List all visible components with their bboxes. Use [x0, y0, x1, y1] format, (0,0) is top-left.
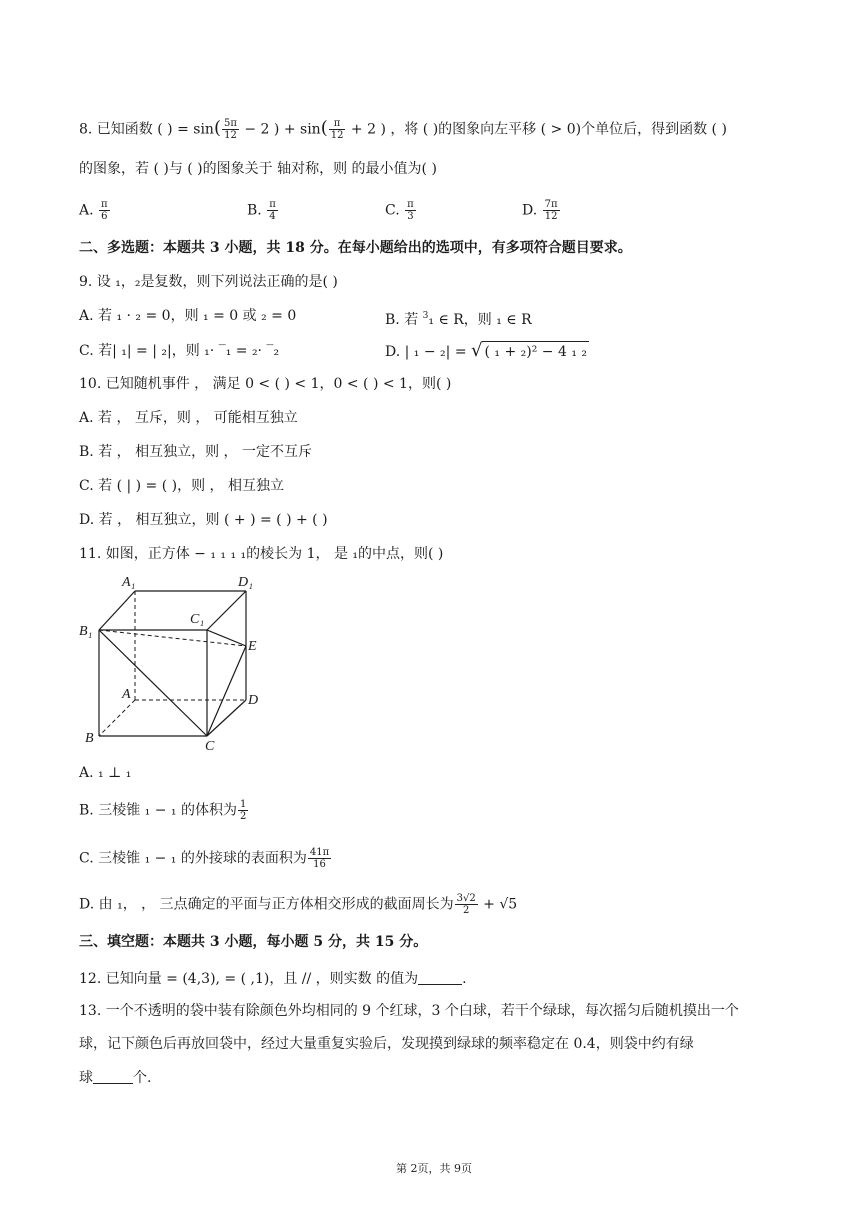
q11-option-c: C. 三棱锥 ₁ − ₁ 的外接球的表面积为 $\frac{41\pi}{16}$ — [79, 847, 330, 870]
q8-option-c: C. $\frac{\pi}{3}$ — [385, 199, 414, 222]
vertex-label-e: E — [248, 639, 257, 654]
q10-option-a: A. 若 ， 互斥，则 ， 可能相互独立 — [79, 410, 298, 426]
answer-blank — [93, 1069, 133, 1084]
vertex-label-a: A — [122, 687, 131, 702]
q8-line1: 8. 已知函数 ( ) = sin( $\frac{5\pi}{12}$ − 2 ) + sin( $\frac{\pi}{12}$ + 2 ) ，将 ( )的图象向左平移 ( > 0)个单位后，得到函数 ( ) — [79, 117, 727, 141]
answer-blank — [418, 970, 462, 985]
cube-edges — [99, 591, 246, 736]
q11-stem: 11. 如图，正方体 − ₁ ₁ ₁ ₁的棱长为 1， 是 ₁的中点，则( ) — [79, 546, 444, 562]
vertex-label-c: C — [205, 739, 215, 750]
q9-option-c: C. 若| ₁| = | ₂|，则 ₁· ‾₁ = ₂· ‾₂ — [79, 343, 280, 359]
vertex-label-a1: A₁ — [122, 575, 136, 590]
vertex-label-b1: B₁ — [79, 624, 93, 639]
q13-line1: 13. 一个不透明的袋中装有除颜色外均相同的 9 个红球，3 个白球，若干个绿球，每次摇匀后随机摸出一个 — [79, 1003, 739, 1019]
q11-option-a: A. ₁ ⊥ ₁ — [79, 765, 132, 781]
q8-option-d: D. $\frac{7\pi}{12}$ — [522, 199, 558, 222]
q10-option-c: C. 若 ( | ) = ( )，则 ， 相互独立 — [79, 478, 285, 494]
q10-stem: 10. 已知随机事件 ， 满足 0 < ( ) < 1，0 < ( ) < 1，则( ) — [79, 376, 452, 392]
q10-option-b: B. 若 ， 相互独立，则 ， 一定不互斥 — [79, 444, 312, 460]
paren-open: ( — [213, 117, 221, 139]
q9-option-b: B. 若 $^3$₁ ∈ R，则 ₁ ∈ R — [385, 311, 532, 328]
q11-option-d: D. 由 ₁， ， 三点确定的平面与正方体相交形成的截面周长为 $\frac{3√2}{2}$ + √5 — [79, 893, 518, 916]
vertex-label-d1: D₁ — [238, 575, 253, 590]
fraction: $\frac{5\pi}{12}$ — [223, 118, 237, 141]
page-footer: 第 2页，共 9页 — [396, 1162, 472, 1175]
q11-option-b: B. 三棱锥 ₁ − ₁ 的体积为 $\frac{1}{2}$ — [79, 799, 247, 822]
q13-line3: 球 个. — [79, 1070, 152, 1086]
vertex-label-d: D — [248, 693, 259, 708]
q8-option-b: B. $\frac{\pi}{4}$ — [247, 199, 276, 222]
q8-line2: 的图象，若 ( )与 ( )的图象关于 轴对称，则 的最小值为( ) — [79, 161, 437, 177]
section-heading-fill-blank: 三、填空题：本题共 3 小题，每小题 5 分，共 15 分。 — [79, 934, 428, 950]
fraction: $\frac{\pi}{12}$ — [330, 118, 344, 141]
sqrt-sign: √ — [471, 340, 483, 361]
vertex-label-c1: C₁ — [190, 612, 205, 627]
section-heading-multi-choice: 二、多选题：本题共 3 小题，共 18 分。在每小题给出的选项中，有多项符合题目要求。 — [79, 240, 632, 256]
vertex-label-b: B — [85, 731, 94, 746]
q9-option-d: D. | ₁ − ₂| = √ ( ₁ + ₂)² − 4 ₁ ₂ — [385, 340, 587, 361]
q13-line2: 球，记下颜色后再放回袋中，经过大量重复实验后，发现摸到绿球的频率稳定在 0.4，则袋中约有绿 — [79, 1036, 694, 1052]
q12-text: 12. 已知向量 = (4,3), = ( ,1)，且 // ，则实数 的值为 . — [79, 971, 467, 987]
paren-open: ( — [320, 117, 328, 139]
q9-option-a: A. 若 ₁ · ₂ = 0，则 ₁ = 0 或 ₂ = 0 — [79, 308, 297, 324]
q10-option-d: D. 若 ， 相互独立，则 ( + ) = ( ) + ( ) — [79, 512, 328, 528]
q9-stem: 9. 设 ₁，₂是复数，则下列说法正确的是( ) — [79, 274, 338, 290]
q8-option-a: A. $\frac{\pi}{6}$ — [79, 199, 108, 222]
cube-diagram — [78, 570, 278, 750]
